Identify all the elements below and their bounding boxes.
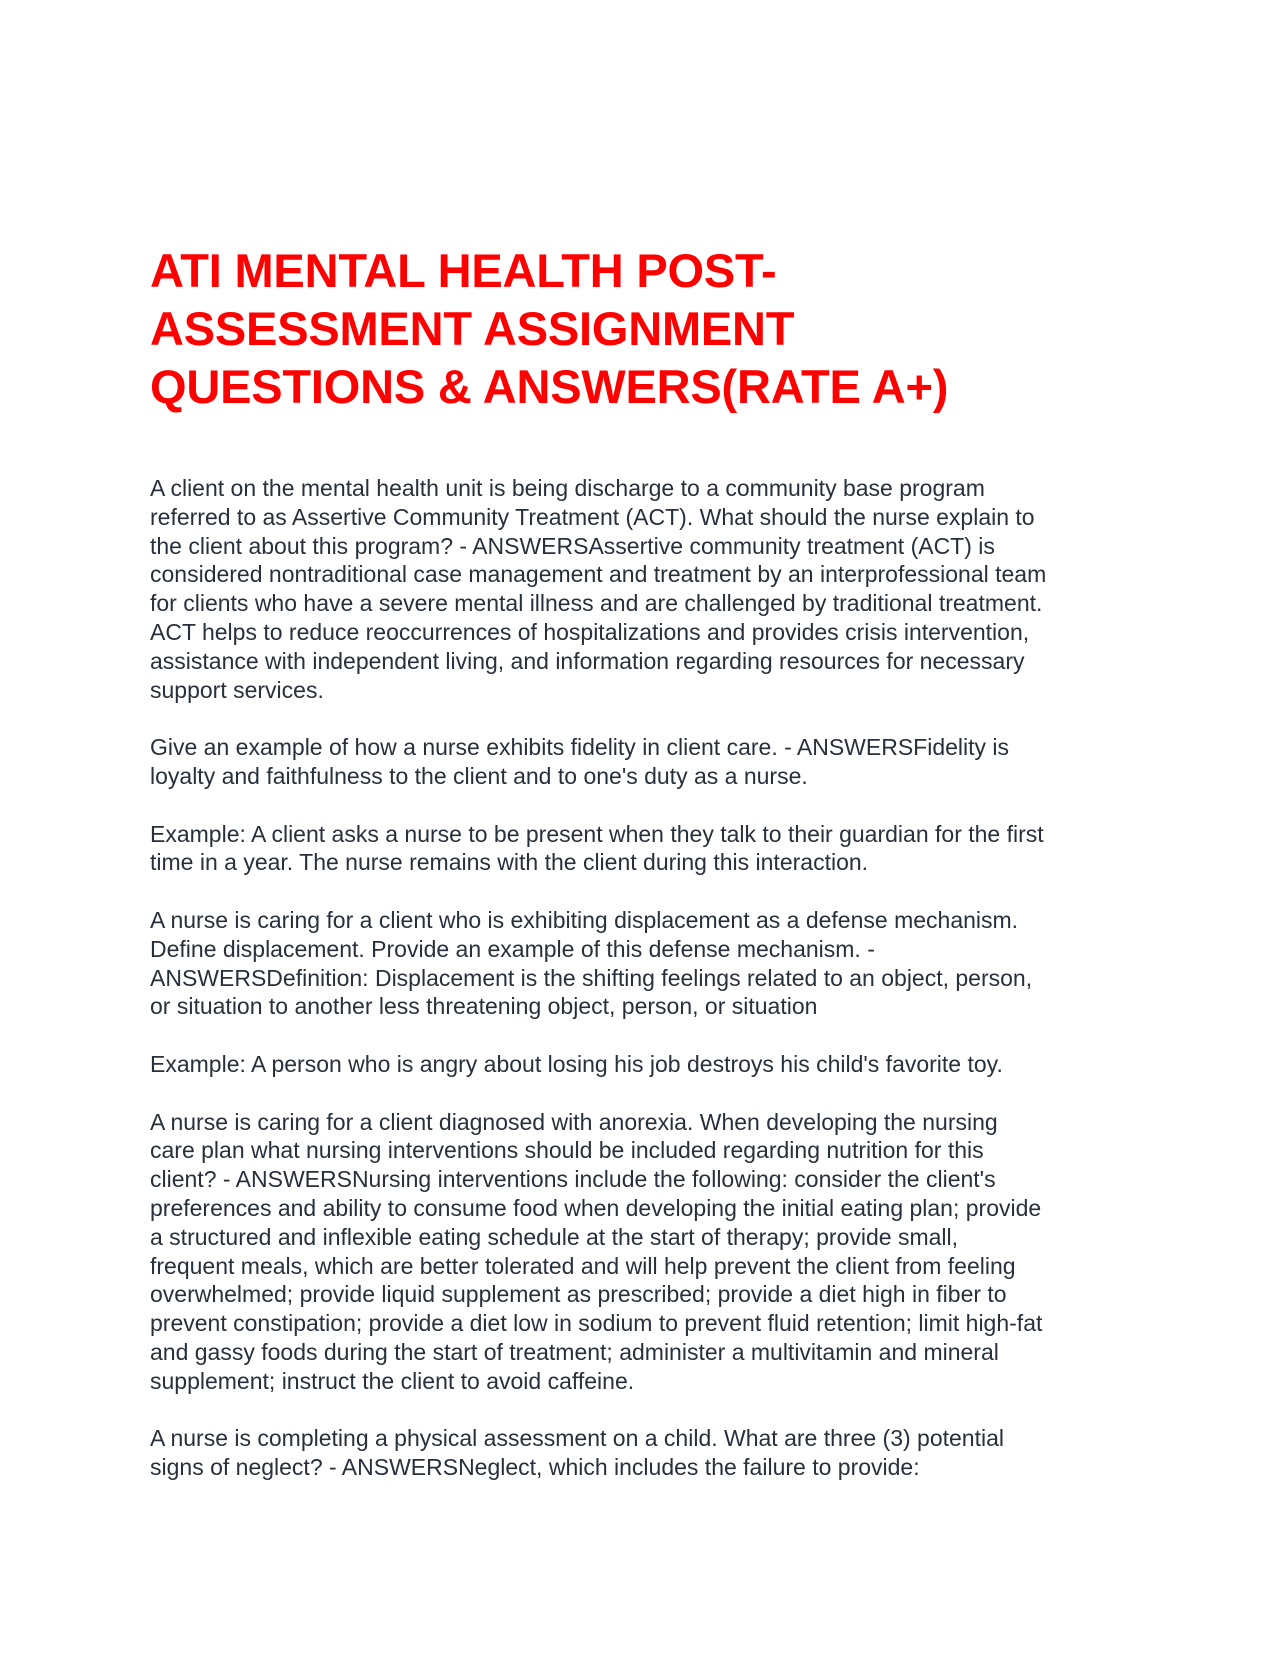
qa-paragraph-displacement: A nurse is caring for a client who is exhibiting displacement as a defense mechanism. Define displacement. Provide an example of this defense mechanism. - ANSWERSDefinition: Displacement is the shifting feelings related to an object, person, or situation to another less threatening object, person, or situation <box>150 906 1033 1020</box>
example-paragraph-displacement: Example: A person who is angry about losing his job destroys his child's favorite toy. <box>150 1050 1003 1077</box>
title-line: QUESTIONS & ANSWERS(RATE A+) <box>150 360 949 413</box>
document-body <box>150 474 1140 1511</box>
title-line: ATI MENTAL HEALTH POST- <box>150 244 777 297</box>
example-paragraph-fidelity: Example: A client asks a nurse to be present when they talk to their guardian for the first time in a year. The nurse remains with the client during this interaction. <box>150 820 1044 876</box>
title-line: ASSESSMENT ASSIGNMENT <box>150 302 795 355</box>
qa-paragraph-neglect: A nurse is completing a physical assessment on a child. What are three (3) potential signs of neglect? - ANSWERSNeglect, which includes the failure to provide: <box>150 1425 1004 1481</box>
qa-paragraph-fidelity: Give an example of how a nurse exhibits fidelity in client care. - ANSWERSFidelity is loyalty and faithfulness to the client and to one's duty as a nurse. <box>150 734 1010 789</box>
page-title <box>150 242 1150 416</box>
qa-paragraph-act: A client on the mental health unit is being discharge to a community base program referred to as Assertive Community Treatment (ACT). What should the nurse explain to the client about this program? - ANSWERSAssertive community treatment (ACT) is considered nontraditional case management and treatment by an interprofessional team for clients who have a severe mental illness and are challenged by traditional treatment. ACT helps to reduce reoccurrences of hospitalizations and provides crisis intervention, assistance with independent living, and information regarding resources for necessary support services. <box>150 475 1047 703</box>
qa-paragraph-anorexia: A nurse is caring for a client diagnosed with anorexia. When developing the nursing care plan what nursing interventions should be included regarding nutrition for this client? - ANSWERSNursing interventions include the following: consider the client's preferences and ability to consume food when developing the initial eating plan; provide a structured and inflexible eating schedule at the start of therapy; provide small, frequent meals, which are better tolerated and will help prevent the client from feeling overwhelmed; provide liquid supplement as prescribed; provide a diet high in fiber to prevent constipation; provide a diet low in sodium to prevent fluid retention; limit high-fat and gassy foods during the start of treatment; administer a multivitamin and mineral supplement; instruct the client to avoid caffeine. <box>150 1108 1043 1394</box>
